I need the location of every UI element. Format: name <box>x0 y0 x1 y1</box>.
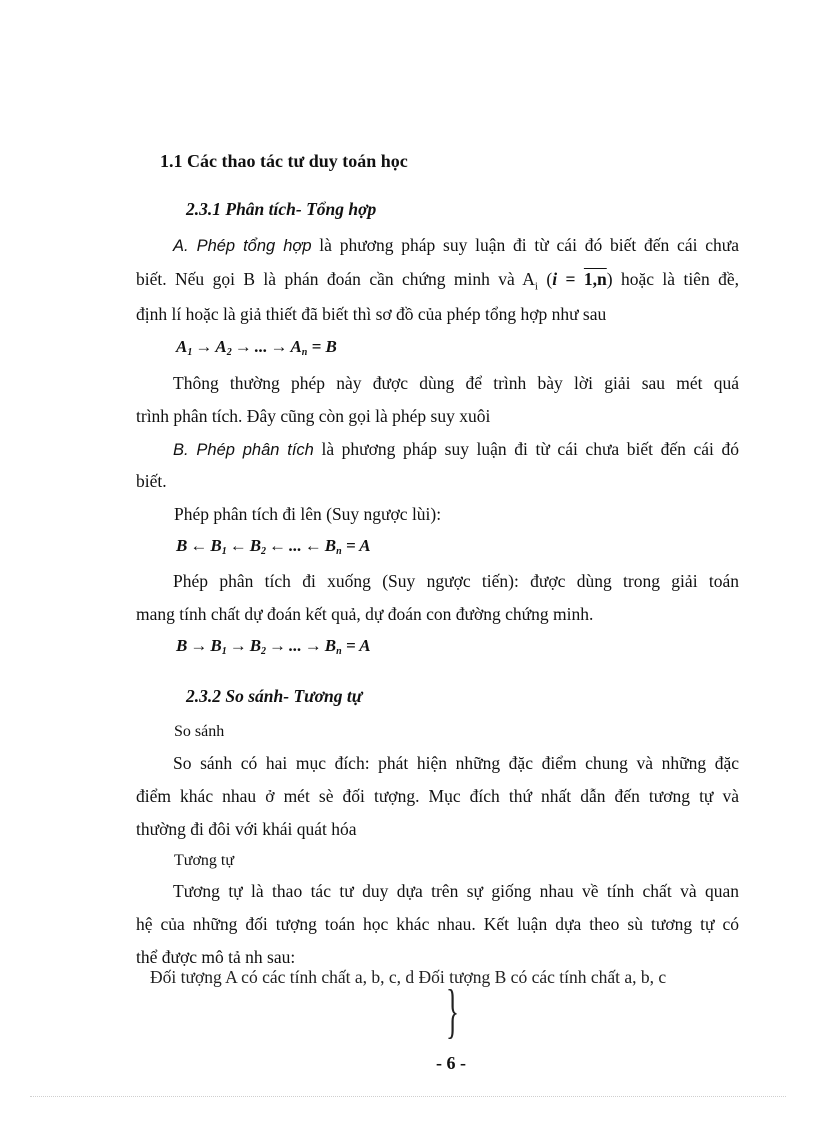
paragraph-synthesis-line-1: A. Phép tổng hợp là phương pháp suy luận đi từ cái đó biết đến cái chưa <box>173 235 739 255</box>
comparison-label: So sánh <box>174 723 225 740</box>
index-range: 1,n <box>583 269 607 289</box>
truncated-line: Đối tượng A có các tính chất a, b, c, d Đối tượng B có các tính chất a, b, c <box>150 967 667 987</box>
analogy-line-1: Tương tự là thao tác tư duy dựa trên sự giống nhau về tính chất và quan <box>173 881 739 901</box>
subsection-heading-comparison-analogy: 2.3.2 So sánh- Tương tự <box>186 686 363 706</box>
paragraph-synthesis-line-2: biết. Nếu gọi B là phán đoán cần chứng minh và $A_i$ (i = 1,n) hoặc là tiên đề, <box>136 269 740 293</box>
paragraph-synthesis-line-3: định lí hoặc là giả thiết đã biết thì sơ đồ của phép tổng hợp như sau <box>136 304 607 324</box>
subsection-heading-analysis-synthesis: 2.3.1 Phân tích- Tổng hợp <box>186 199 377 219</box>
comparison-line-3: thường đi đôi với khái quát hóa <box>136 819 357 839</box>
right-brace: } <box>446 978 459 1044</box>
paragraph-usage-line-2: trình phân tích. Đây cũng còn gọi là phép suy xuôi <box>136 406 491 426</box>
analysis-label: B. Phép phân tích <box>173 441 314 459</box>
analogy-line-2: hệ của những đối tượng toán học khác nhau. Kết luận dựa theo sù tương tự có <box>136 914 739 934</box>
paragraph-analysis-line-2: biết. <box>136 471 167 491</box>
comparison-line-2: điểm khác nhau ở mét sè đối tượng. Mục đích thứ nhất dẫn đến tương tự và <box>136 786 739 806</box>
section-heading: 1.1 Các thao tác tư duy toán học <box>160 151 408 171</box>
paragraph-usage-line-1: Thông thường phép này được dùng để trình bày lời giải sau mét quá <box>173 373 739 393</box>
analogy-line-3: thể được mô tả nh sau: <box>136 947 296 967</box>
page-number: - 6 - <box>436 1053 466 1073</box>
paragraph-analysis-line-1: B. Phép phân tích là phương pháp suy luận đi từ cái chưa biết đến cái đó <box>173 439 739 459</box>
comparison-line-1: So sánh có hai mục đích: phát hiện những đặc điểm chung và những đặc <box>173 753 739 773</box>
analysis-downward-line-2: mang tính chất dự đoán kết quả, dự đoán con đường chứng minh. <box>136 604 594 624</box>
analogy-label: Tương tự <box>174 852 235 869</box>
formula-analysis-downward: $B \to B_1 \to B_2$ → ... → $B_n = A$ <box>176 636 371 657</box>
analysis-downward-line-1: Phép phân tích đi xuống (Suy ngược tiến): được dùng trong giải toán <box>173 571 739 591</box>
formula-synthesis: $A_1 \to A_2$ → ... → $A_n = B$ <box>176 337 337 358</box>
analysis-upward-label: Phép phân tích đi lên (Suy ngược lùi): <box>174 504 442 524</box>
synthesis-label: A. Phép tổng hợp <box>173 237 312 255</box>
page-bottom-border <box>30 1096 786 1097</box>
formula-analysis-upward: B ← $B_1$ ← $B_2$ ← ... ← $B_n = A$ <box>176 536 371 557</box>
